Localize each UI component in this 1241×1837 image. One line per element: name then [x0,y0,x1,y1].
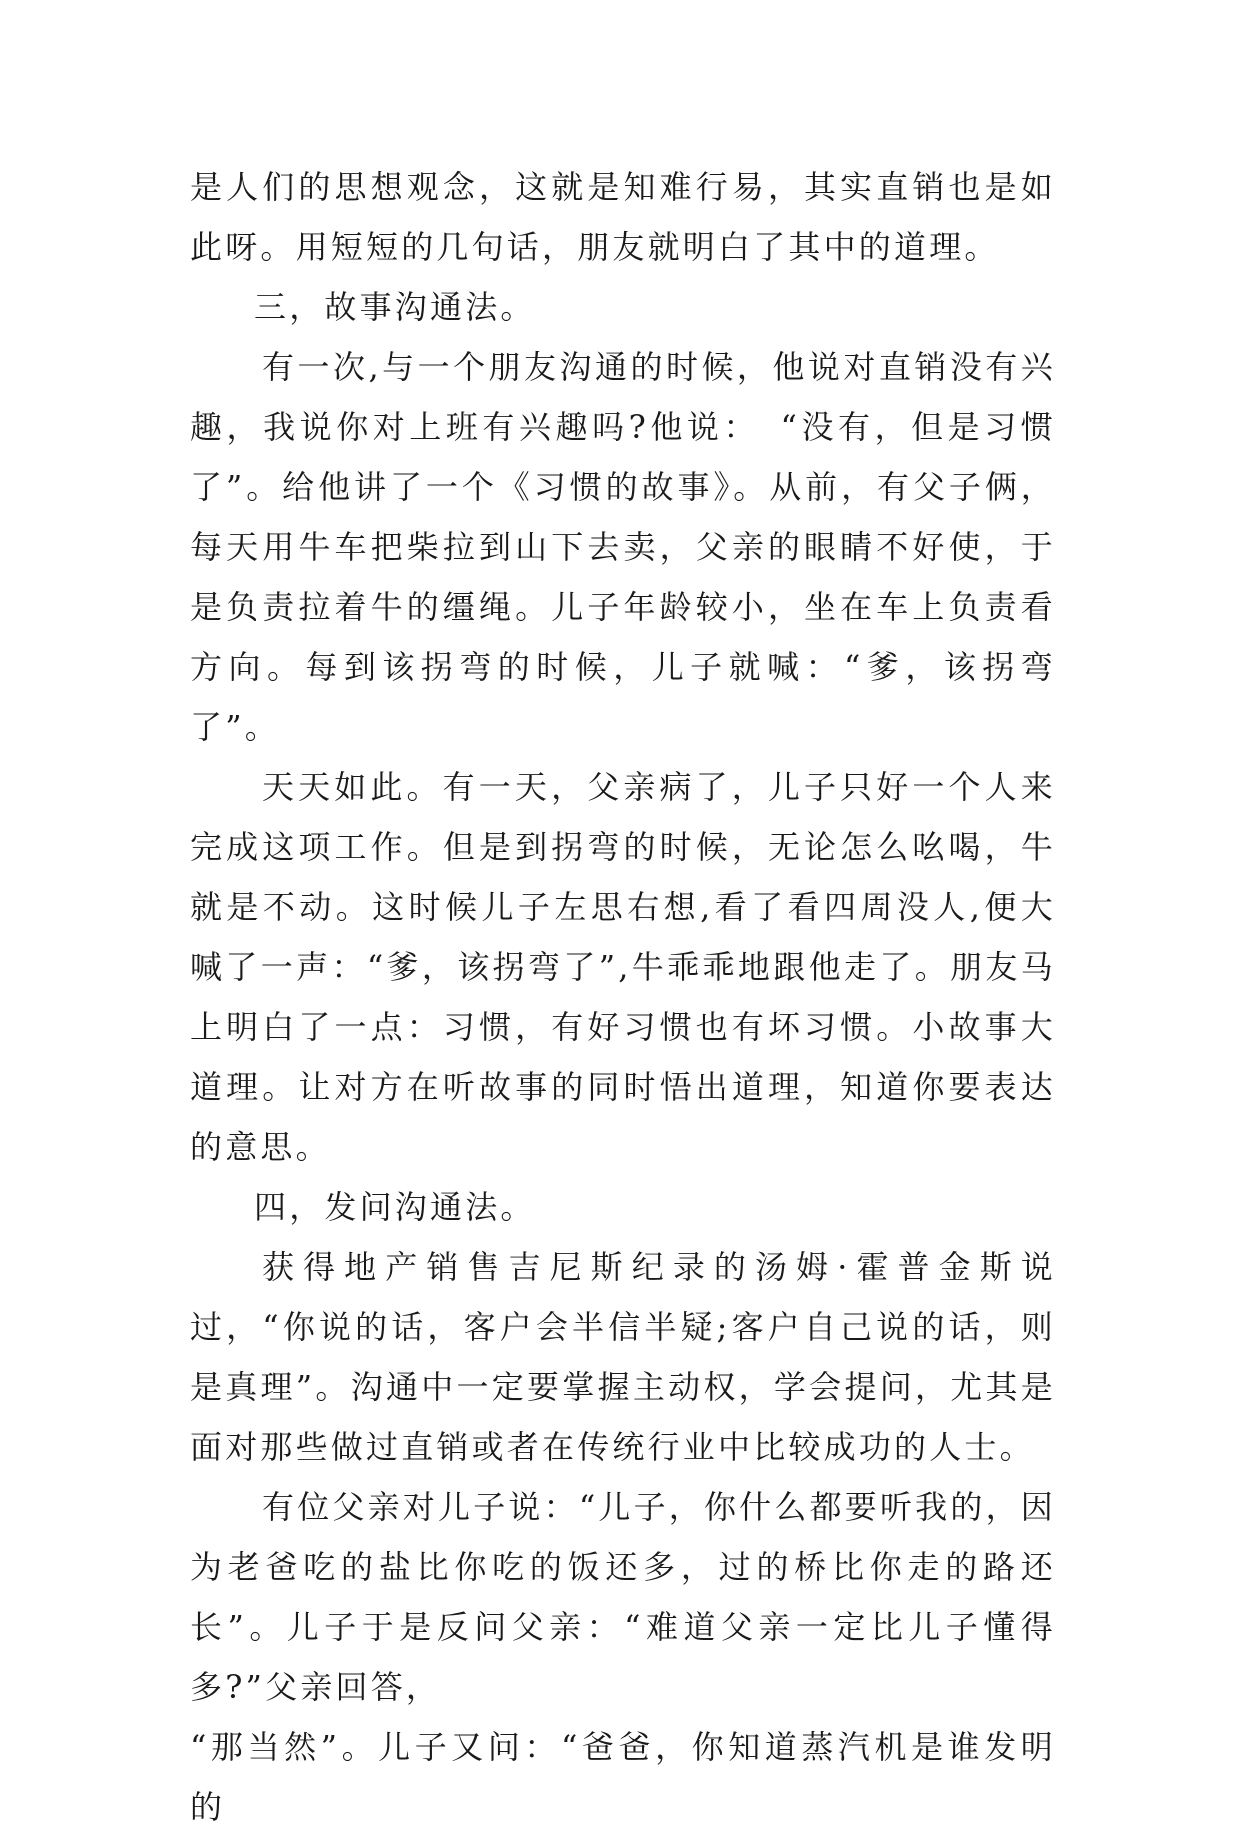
paragraph-3: 有一次,与一个朋友沟通的时候，他说对直销没有兴趣，我说你对上班有兴趣吗?他说： “没有，但是习惯了”。给他讲了一个《习惯的故事》。从前，有父子俩，每天用牛车把柴拉到山下去卖，父亲的眼睛不好使，于是负责拉着牛的缰绳。儿子年龄较小，坐在车上负责看方向。每到该拐弯的时候，儿子就喊：“爹，该拐弯了”。 [190,348,1056,746]
section-heading-3: 三，故事沟通法。 [254,288,536,326]
paragraph-6: 获得地产销售吉尼斯纪录的汤姆·霍普金斯说过，“你说的话，客户会半信半疑;客户自己说的话，则是真理”。沟通中一定要掌握主动权，学会提问，尤其是面对那些做过直销或者在传统行业中比较成功的人士。 [190,1248,1056,1466]
paragraph-1: 是人们的思想观念，这就是知难行易，其实直销也是如此呀。用短短的几句话，朋友就明白了其中的道理。 [190,168,1056,266]
paragraph-7: 有位父亲对儿子说：“儿子，你什么都要听我的，因为老爸吃的盐比你吃的饭还多，过的桥比你走的路还长”。儿子于是反问父亲：“难道父亲一定比儿子懂得多?”父亲回答， [190,1488,1056,1706]
section-heading-4: 四，发问沟通法。 [254,1188,536,1226]
paragraph-4: 天天如此。有一天，父亲病了，儿子只好一个人来完成这项工作。但是到拐弯的时候，无论怎么吆喝，牛就是不动。这时候儿子左思右想,看了看四周没人,便大喊了一声：“爹，该拐弯了”,牛乖乖地跟他走了。朋友马上明白了一点：习惯，有好习惯也有坏习惯。小故事大道理。让对方在听故事的同时悟出道理，知道你要表达的意思。 [190,768,1056,1166]
paragraph-8: “那当然”。儿子又问：“爸爸，你知道蒸汽机是谁发明的 [190,1728,1056,1826]
body-text [190,157,1056,1837]
